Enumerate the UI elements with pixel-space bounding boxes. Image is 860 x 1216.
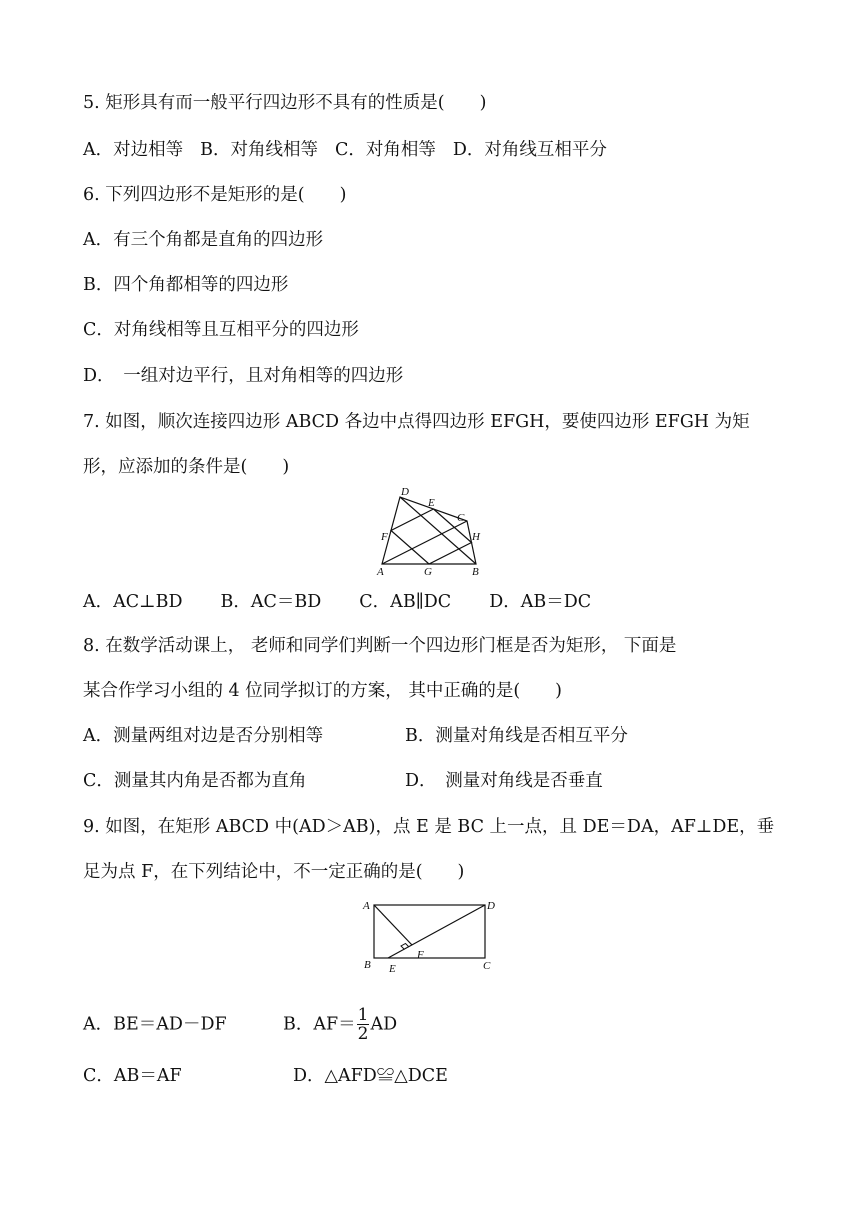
q9-option-b-fraction [357, 1006, 370, 1043]
q9-stem-line2: 足为点 F，在下列结论中，不一定正确的是( ) [83, 862, 465, 882]
q9-label-c: C [483, 960, 491, 972]
q9-segment-af [374, 905, 412, 945]
q9-fraction-numerator: 1 [357, 1005, 369, 1025]
q7-option-b: B．AC＝BD [220, 592, 322, 612]
q8-option-c: C．测量其内角是否都为直角 [83, 771, 307, 791]
q5-stem: 5. 矩形具有而一般平行四边形不具有的性质是( ) [83, 93, 487, 113]
q8-options-row2 [83, 769, 603, 793]
q9-rect-abcd [374, 905, 485, 958]
q9-label-d: D [487, 900, 495, 912]
q9-options-row1 [83, 1004, 398, 1052]
q9-label-e: E [389, 963, 396, 975]
q8-option-d: D． 测量对角线是否垂直 [405, 771, 603, 791]
q6-option-d: D． 一组对边平行，且对角相等的四边形 [83, 366, 404, 386]
q5-options [83, 138, 607, 162]
q9-option-b [283, 1004, 397, 1045]
q7-option-c: C．AB∥DC [359, 592, 452, 612]
q5-option-d: D．对角线互相平分 [452, 140, 607, 160]
q6-option-a: A．有三个角都是直角的四边形 [83, 230, 324, 250]
q9-label-f: F [417, 949, 424, 961]
q7-stem-line1: 7. 如图，顺次连接四边形 ABCD 各边中点得四边形 EFGH，要使四边形 EFGH 为矩 [83, 412, 750, 432]
q7-label-a: A [377, 566, 384, 578]
q8-option-b: B．测量对角线是否相互平分 [405, 726, 628, 746]
q7-option-d: D．AB＝DC [489, 592, 592, 612]
q5-option-b: B．对角线相等 [200, 140, 319, 160]
q9-stem-line1: 9. 如图，在矩形 ABCD 中(AD＞AB)，点 E 是 BC 上一点，且 DE＝DA，AF⊥DE，垂 [83, 817, 775, 837]
q7-stem-line2: 形，应添加的条件是( ) [83, 457, 290, 477]
q6-stem: 6. 下列四边形不是矩形的是( ) [83, 185, 347, 205]
q9-option-b-suffix: AD [370, 1014, 398, 1035]
q8-stem-line2: 某合作学习小组的 4 位同学拟订的方案， 其中正确的是( ) [83, 681, 562, 701]
q9-fraction-denominator: 2 [357, 1024, 369, 1044]
q8-stem-line1: 8. 在数学活动课上， 老师和同学们判断一个四边形门框是否为矩形， 下面是 [83, 636, 677, 656]
q8-option-a: A．测量两组对边是否分别相等 [83, 726, 324, 746]
q9-label-a: A [363, 900, 370, 912]
q8-options-row1 [83, 724, 628, 748]
q7-label-g: G [424, 566, 432, 578]
q9-options-row2 [83, 1064, 448, 1088]
q7-options [83, 590, 591, 614]
q6-option-c: C．对角线相等且互相平分的四边形 [83, 320, 359, 340]
q7-diagonal-bd [400, 497, 476, 564]
q5-option-a: A．对边相等 [83, 140, 184, 160]
q9-label-b: B [364, 959, 371, 971]
q7-quadrilateral-figure [372, 484, 492, 578]
q7-option-a: A．AC⊥BD [83, 592, 183, 612]
q7-label-c: C [457, 512, 465, 524]
q9-option-b-prefix: B．AF＝ [283, 1014, 356, 1035]
q9-option-d: D．△AFD≌△DCE [293, 1066, 448, 1086]
q5-option-c: C．对角相等 [335, 140, 436, 160]
q7-label-f: F [381, 531, 388, 543]
q6-option-b: B．四个角都相等的四边形 [83, 275, 289, 295]
q9-rectangle-figure [360, 895, 505, 977]
q7-label-e: E [428, 497, 435, 509]
q7-label-h: H [472, 531, 480, 543]
q9-segment-de [388, 905, 485, 958]
q9-option-c: C．AB＝AF [83, 1066, 182, 1086]
q9-option-a: A．BE＝AD－DF [83, 1014, 227, 1035]
q7-label-d: D [401, 486, 409, 498]
q7-label-b: B [472, 566, 479, 578]
